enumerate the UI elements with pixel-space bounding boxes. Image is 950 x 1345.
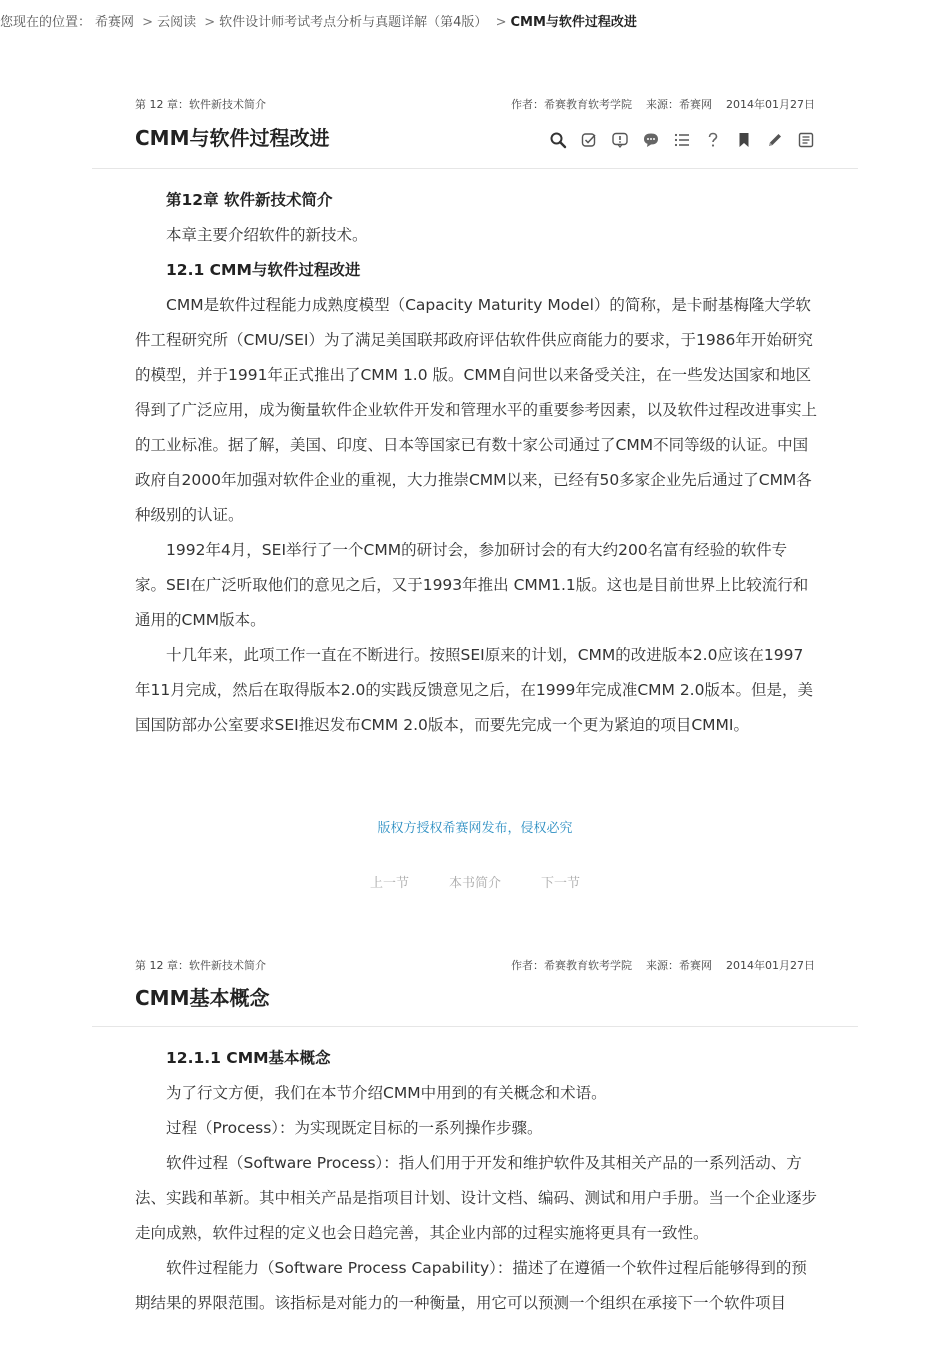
article-meta [135,96,815,114]
notebook-icon[interactable] [795,129,817,151]
article-body [135,183,817,743]
paragraph: 软件过程能力（Software Process Capability）：描述了在遵循一个软件过程后能够得到的预期结果的界限范围。该指标是对能力的一种衡量，用它可以预测一个组织在承接下一个软件项目 [135,1259,807,1312]
breadcrumb-separator: > [142,15,154,30]
breadcrumb-current: CMM与软件过程改进 [510,15,637,30]
paragraph: CMM是软件过程能力成熟度模型（Capacity Maturity Model）的简称，是卡耐基梅隆大学软件工程研究所（CMU/SEI）为了满足美国联邦政府评估软件供应商能力的要求，于1986年开始研究的模型，并于1991年正式推出了CMM 1.0 版。CMM自问世以来备受关注，在一些发达国家和地区得到了广泛应用，成为衡量软件企业软件开发和管理水平的重要参考因素，以及软件过程改进事实上的工业标准。据了解，美国、印度、日本等国家已有数十家公司通过了CMM不同等级的认证。中国政府自2000年加强对软件企业的重视，大力推崇CMM以来，已经有50多家企业先后通过了CMM各种级别的认证。 [135,296,818,524]
article-meta [135,957,815,975]
source-label: 来源：希赛网 [646,959,712,972]
paragraph: 软件过程（Software Process）：指人们用于开发和维护软件及其相关产品的一系列活动、方法、实践和革新。其中相关产品是指项目计划、设计文档、编码、测试和用户手册。当一个企业逐步走向成熟，软件过程的定义也会日趋完善，其企业内部的过程实施将更具有一致性。 [135,1154,818,1242]
breadcrumb-cloud-read-link[interactable]: 云阅读 [157,15,197,30]
breadcrumb-home-link[interactable]: 希赛网 [95,15,135,30]
breadcrumb-prefix: 您现在的位置： [0,15,92,30]
prev-section-link[interactable]: 上一节 [369,876,409,891]
article-toolbar [547,129,817,151]
source-label: 来源：希赛网 [646,98,712,111]
paragraph: 1992年4月，SEI举行了一个CMM的研讨会，参加研讨会的有大约200名富有经验的软件专家。SEI在广泛听取他们的意见之后，又于1993年推出 CMM1.1版。这也是目前世界上比较流行和通用的CMM版本。 [135,541,809,629]
catalog-icon[interactable] [671,129,693,151]
divider [92,168,858,169]
chapter-label: 第 12 章：软件新技术简介 [135,98,266,111]
section-heading: 第12章 软件新技术简介 [166,191,333,209]
next-section-link[interactable]: 下一节 [541,876,581,891]
search-icon[interactable] [547,129,569,151]
chapter-label: 第 12 章：软件新技术简介 [135,959,266,972]
video-icon[interactable] [609,129,631,151]
breadcrumb-separator: > [204,15,216,30]
section-heading: 12.1 CMM与软件过程改进 [166,261,361,279]
comment-icon[interactable] [640,129,662,151]
breadcrumb-book-link[interactable]: 软件设计师考试考点分析与真题详解（第4版） [219,15,488,30]
author-label: 作者：希赛教育软考学院 [511,959,632,972]
bookmark-icon[interactable] [733,129,755,151]
article-title: CMM基本概念 [135,986,270,1010]
paragraph: 过程（Process）：为实现既定目标的一系列操作步骤。 [166,1119,543,1137]
note-pencil-icon[interactable] [764,129,786,151]
paragraph: 本章主要介绍软件的新技术。 [166,226,368,244]
divider [92,1026,858,1027]
date-label: 2014年01月27日 [726,959,815,972]
breadcrumb-separator: > [495,15,507,30]
copyright-notice: 版权方授权希赛网发布，侵权必究 [377,821,573,836]
author-label: 作者：希赛教育软考学院 [511,98,632,111]
date-label: 2014年01月27日 [726,98,815,111]
article-title: CMM与软件过程改进 [135,126,330,150]
pager [0,872,950,891]
book-intro-link[interactable]: 本书简介 [448,876,501,891]
quiz-icon[interactable] [578,129,600,151]
section-heading: 12.1.1 CMM基本概念 [166,1049,331,1067]
breadcrumb [0,11,641,31]
paragraph: 为了行文方便，我们在本节介绍CMM中用到的有关概念和术语。 [166,1084,607,1102]
help-icon[interactable] [702,129,724,151]
paragraph: 十几年来，此项工作一直在不断进行。按照SEI原来的计划，CMM的改进版本2.0应该在1997年11月完成，然后在取得版本2.0的实践反馈意见之后，在1999年完成准CMM 2.0版本。但是，美国国防部办公室要求SEI推迟发布CMM 2.0版本，而要先完成一个更为紧迫的项目CMMI。 [135,646,813,734]
article-body [135,1041,817,1321]
